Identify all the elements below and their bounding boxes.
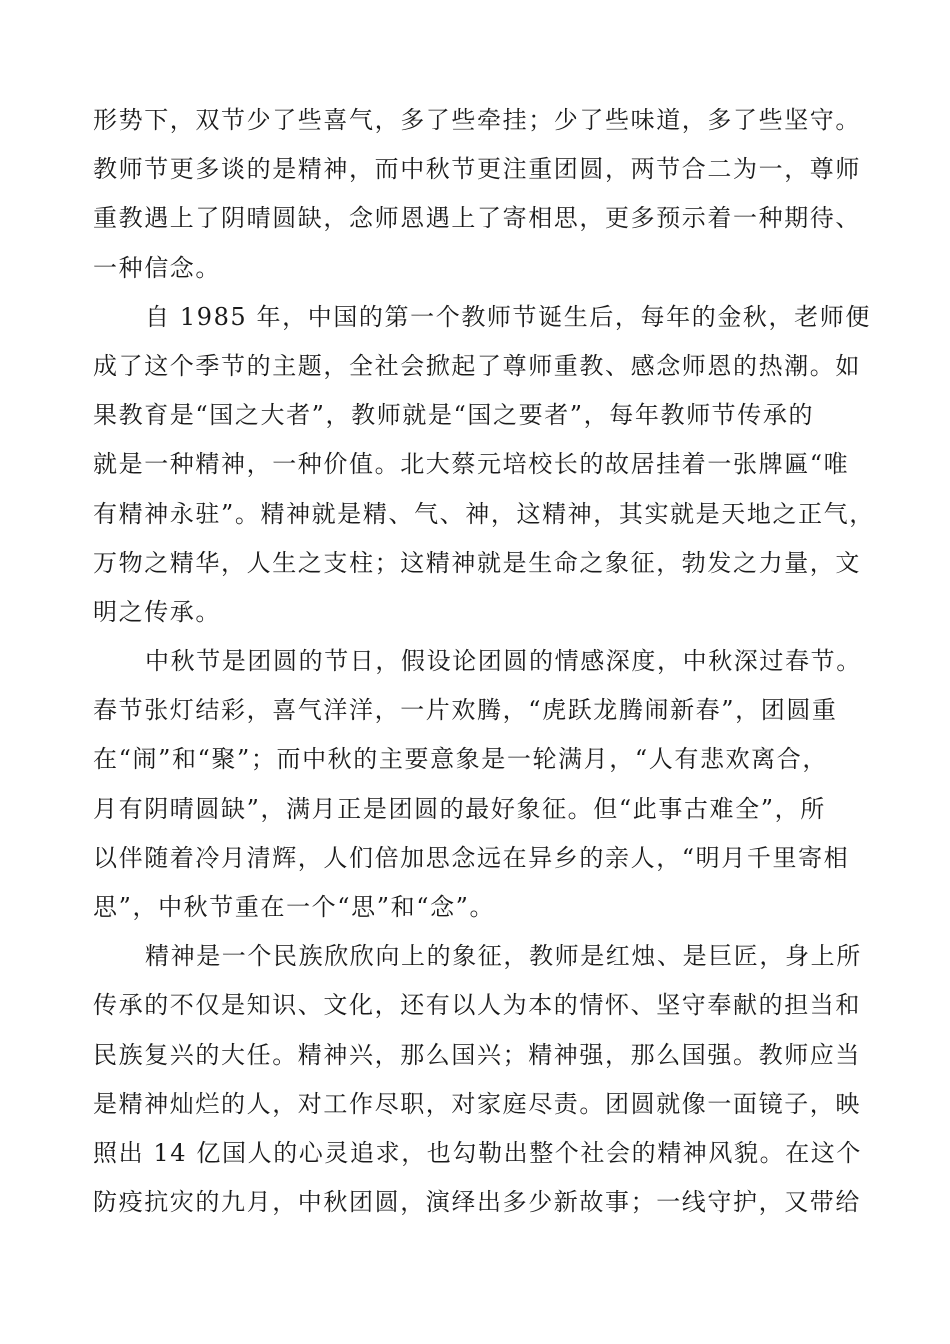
text-line: 以伴随着冷月清辉，人们倍加思念远在异乡的亲人，“明月千里寄相: [93, 843, 850, 872]
text-line: 春节张灯结彩，喜气洋洋，一片欢腾，“虎跃龙腾闹新春”，团圆重: [93, 696, 838, 725]
text-line: 教师节更多谈的是精神，而中秋节更注重团圆，两节合二为一，尊师: [93, 155, 861, 184]
text-line: 民族复兴的大任。精神兴，那么国兴；精神强，那么国强。教师应当: [93, 1040, 861, 1069]
text-line: 成了这个季节的主题，全社会掀起了尊师重教、感念师恩的热潮。如: [93, 351, 861, 380]
text-line: 防疫抗灾的九月，中秋团圆，演绎出多少新故事；一线守护，又带给: [93, 1188, 861, 1217]
text-line: 重教遇上了阴晴圆缺，念师恩遇上了寄相思，更多预示着一种期待、: [93, 204, 861, 233]
text-line: 自 1985 年，中国的第一个教师节诞生后，每年的金秋，老师便: [145, 302, 871, 331]
text-line: 传承的不仅是知识、文化，还有以人为本的情怀、坚守奉献的担当和: [93, 991, 861, 1020]
text-line: 中秋节是团圆的节日，假设论团圆的情感深度，中秋深过春节。: [145, 647, 862, 676]
text-line: 有精神永驻”。精神就是精、气、神，这精神，其实就是天地之正气，: [93, 499, 875, 528]
text-line: 照出 14 亿国人的心灵追求，也勾勒出整个社会的精神风貌。在这个: [93, 1138, 862, 1167]
text-line: 就是一种精神，一种价值。北大蔡元培校长的故居挂着一张牌匾“唯: [93, 450, 850, 479]
text-line: 月有阴晴圆缺”，满月正是团圆的最好象征。但“此事古难全”，所: [93, 794, 826, 823]
text-line: 一种信念。: [93, 253, 221, 282]
text-line: 明之传承。: [93, 597, 221, 626]
text-line: 精神是一个民族欣欣向上的象征，教师是红烛、是巨匠，身上所: [145, 942, 862, 971]
text-line: 在“闹”和“聚”；而中秋的主要意象是一轮满月，“人有悲欢离合，: [93, 745, 828, 774]
text-line: 形势下，双节少了些喜气，多了些牵挂；少了些味道，多了些坚守。: [93, 106, 861, 134]
body-text: [93, 96, 873, 1227]
text-line: 果教育是“国之大者”，教师就是“国之要者”，每年教师节传承的: [93, 401, 815, 430]
text-line: 万物之精华，人生之支柱；这精神就是生命之象征，勃发之力量，文: [93, 548, 861, 577]
text-line: 是精神灿烂的人，对工作尽职，对家庭尽责。团圆就像一面镜子，映: [93, 1089, 861, 1118]
text-line: 思”，中秋节重在一个“思”和“念”。: [93, 893, 496, 921]
